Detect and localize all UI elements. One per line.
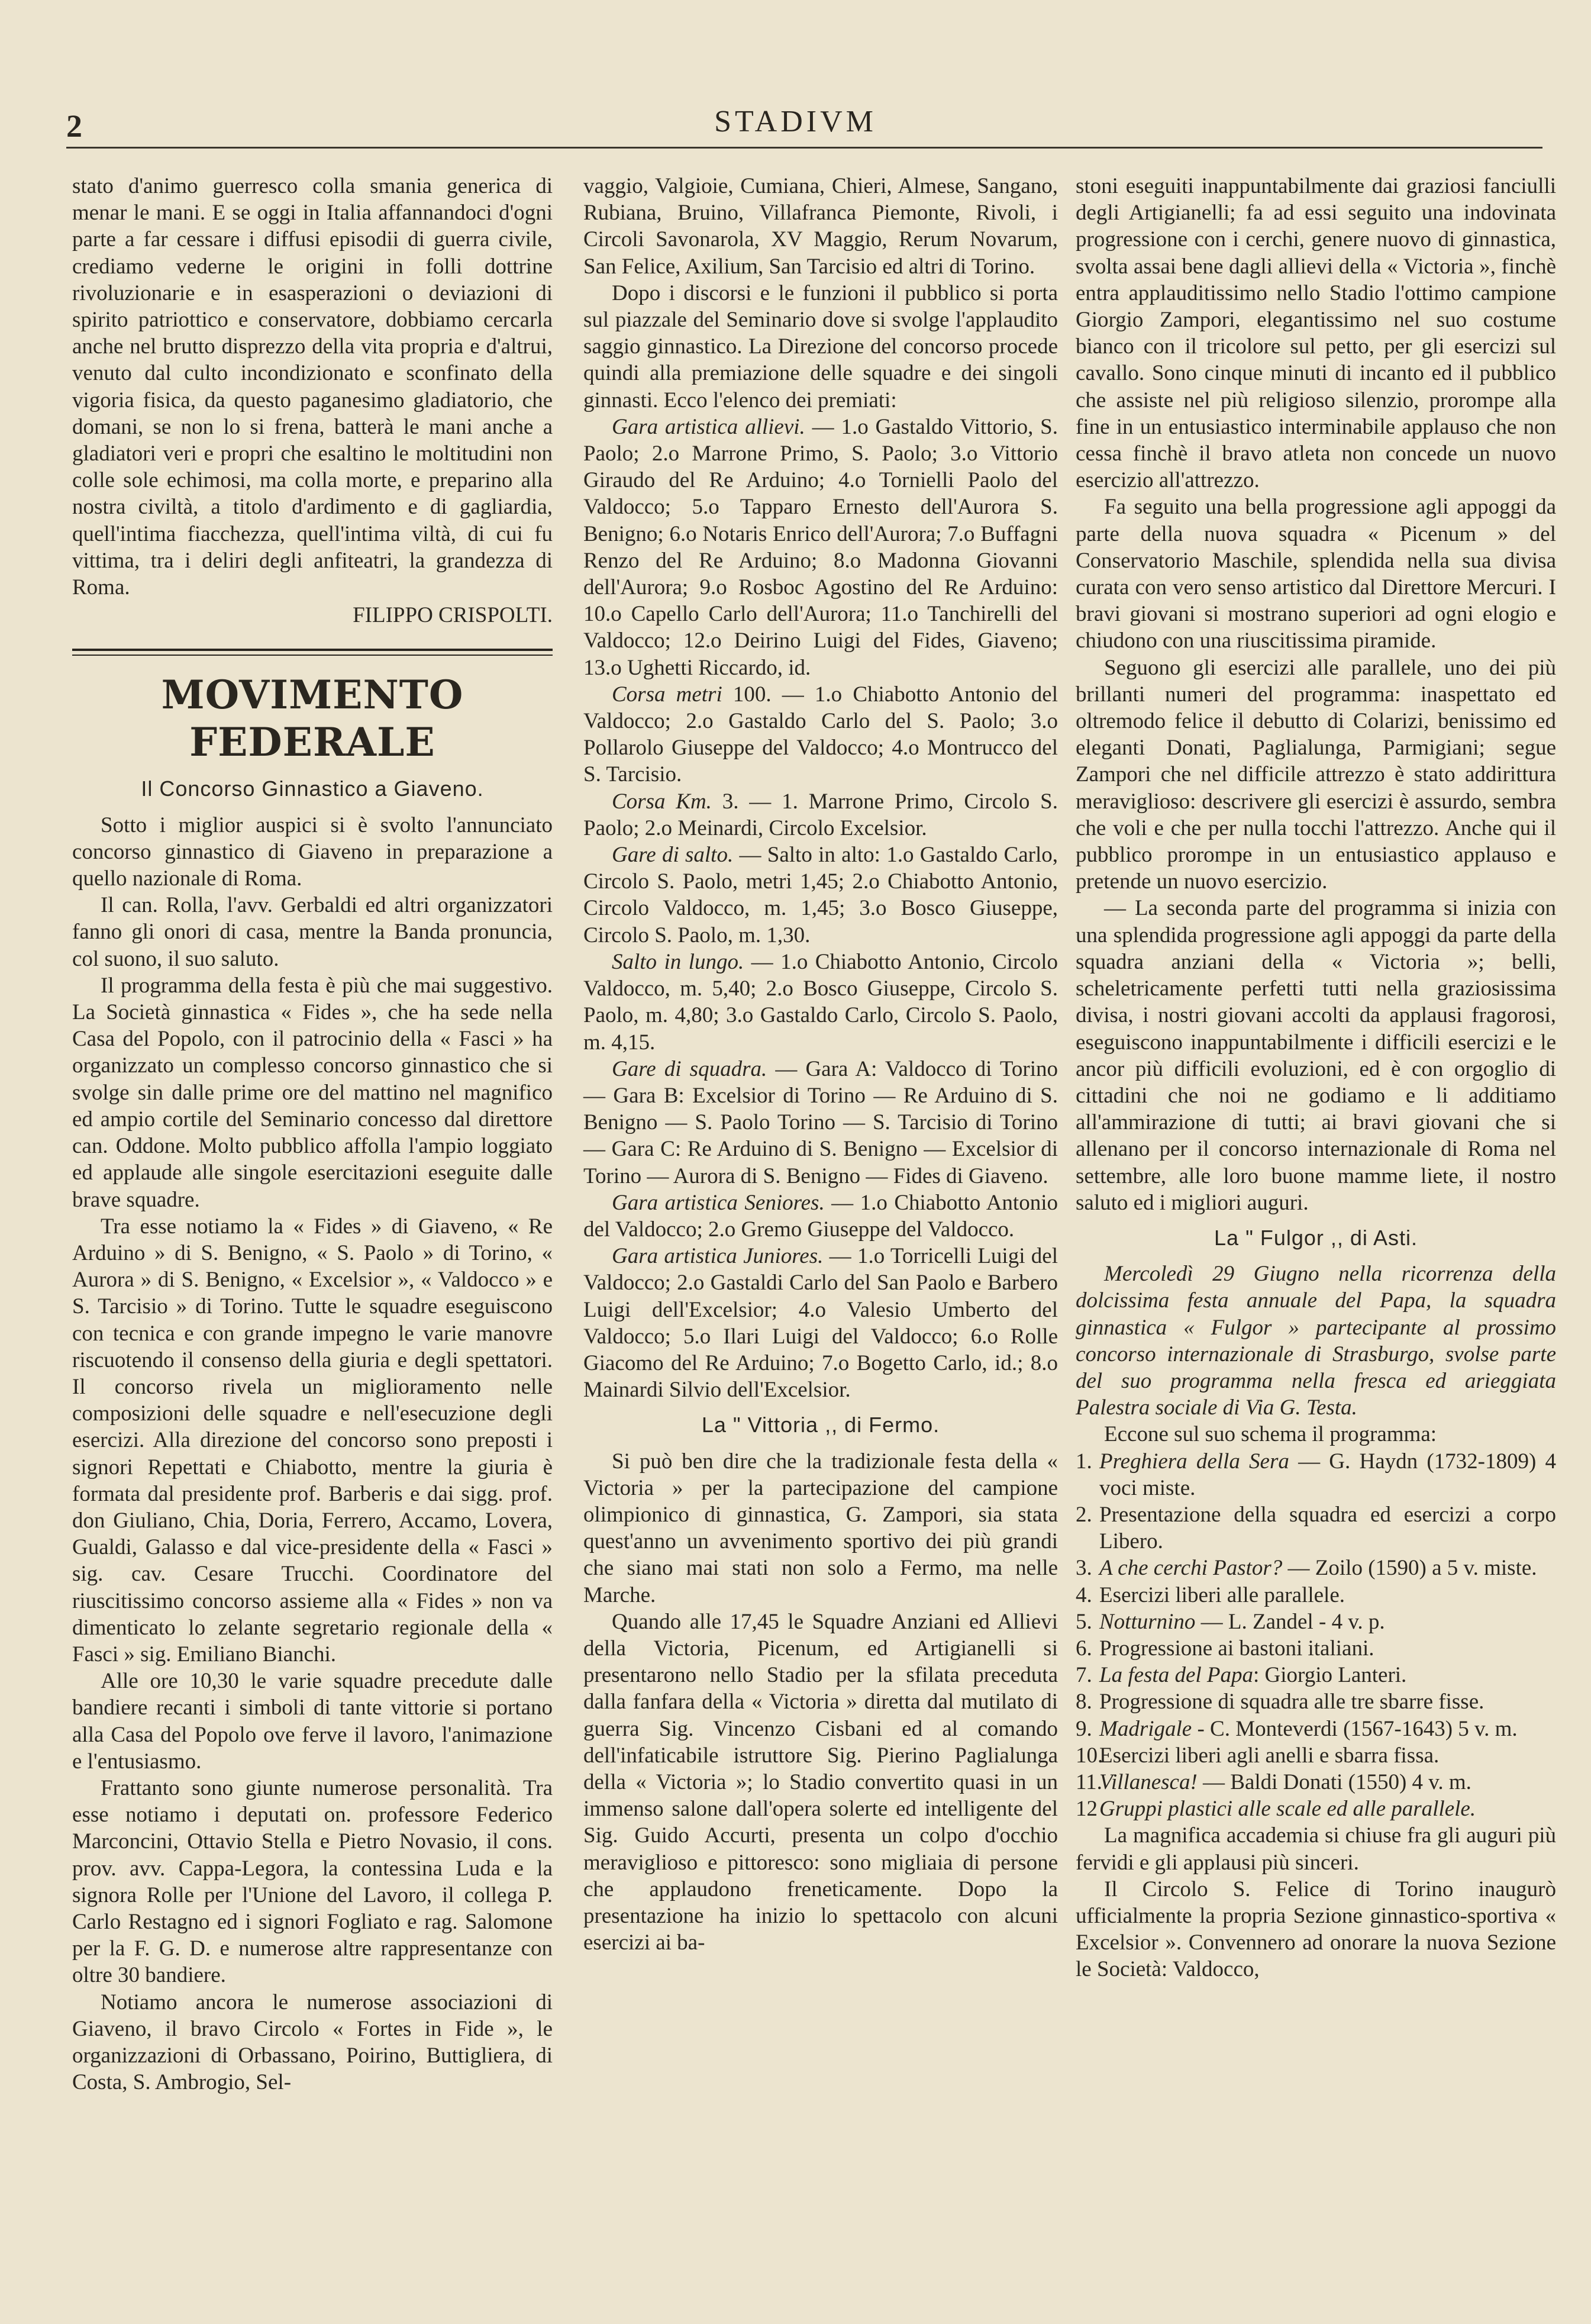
program-item-detail: Esercizi liberi alle parallele.	[1099, 1582, 1345, 1607]
result-text: — 1.o Gastaldo Vittorio, S. Paolo; 2.o Marrone Primo, S. Paolo; 3.o Vittorio Giraudo del Re Arduino; 4.o Tornielli Paolo del Valdocco; 5.o Tapparo Ernesto dell'Aurora S. Benigno; 6.o Notaris Enrico dell'Aurora; 7.o Buffagni Renzo del Re Arduino; 8.o Madonna Giovanni dell'Aurora; 9.o Rosboc Agostino del Re Arduino: 10.o Capello Carlo dell'Aurora; 11.o Tanchirelli del Valdocco; 12.o Deirino Luigi del Fides, Giaveno; 13.o Ughetti Riccardo, id.	[583, 414, 1058, 680]
program-item-title: Preghiera della Sera	[1099, 1449, 1289, 1474]
paragraph: Mercoledì 29 Giugno nella ricorrenza della dolcissima festa annuale del Papa, la squadra ginnastica « Fulgor » partecipante al prossimo concorso internazionale di Strasburgo, svolse parte del suo programma nella fresca ed arieggiata Palestra sociale di Via G. Testa.	[1076, 1262, 1556, 1420]
program-item-number: 6.	[1076, 1636, 1092, 1661]
result-title: Salto in lungo.	[612, 949, 744, 974]
result-title: Corsa Km.	[612, 789, 712, 814]
paragraph: stato d'animo guerresco colla smania generica di menar le mani. E se oggi in Italia affannandoci d'ogni parte a far cessare i diffusi episodii di guerra civile, crediamo vederne le origini in folli dottrine rivoluzionarie e in esasperazioni o deviazioni di spirito patriottico e conservatore, dobbiamo cercarla anche nel brutto disprezzo della vita propria e d'altrui, venuto dal culto incondizionato e sconfinato della vigoria fisica, da questo paganesimo gladiatorio, che domani, se non lo si frena, batterà le mani anche a gladiatori veri e propri che esaltino le moltitudini non colle sole echimosi, ma colla morte, e preparino alla nostra civiltà, a titolo d'ardimento e di gagliardia, quell'intima fiacchezza, quell'intima viltà, di cui fu vittima, tra i deliri degli anfiteatri, la grandezza di Roma.	[72, 174, 553, 600]
result-paragraph	[583, 414, 1058, 681]
result-title: Gara artistica allievi.	[612, 414, 805, 439]
program-item-number: 3.	[1076, 1556, 1092, 1581]
paragraph: Alle ore 10,30 le varie squadre precedute dalle bandiere recanti i simboli di tante vittorie si portano alla Casa del Popolo ove ferve il lavoro, l'animazione e l'entusiasmo.	[72, 1669, 553, 1774]
program-item-number: 2.	[1076, 1502, 1092, 1527]
result-title: Gare di salto.	[612, 843, 734, 868]
program-item-detail: — Baldi Donati (1550) 4 v. m.	[1197, 1769, 1471, 1794]
program-item-number: 12	[1076, 1797, 1098, 1822]
program-item-number: 11.	[1076, 1769, 1102, 1794]
program-item-number: 1.	[1076, 1449, 1092, 1474]
result-text: — 1.o Torricelli Luigi del Valdocco; 2.o Gastaldi Carlo del San Paolo e Barbero Luigi dell'Excelsior; 4.o Valesio Umberto del Valdocco; 5.o Ilari Luigi del Valdocco; 6.o Rolle Giacomo del Re Arduino; 7.o Bogetto Carlo, id.; 8.o Mainardi Silvio dell'Excelsior.	[583, 1244, 1058, 1403]
paragraph: Tra esse notiamo la « Fides » di Giaveno, « Re Arduino » di S. Benigno, « S. Paolo » di Torino, « Aurora » di S. Benigno, « Excelsior », « Valdocco » e S. Tarcisio » di Torino. Tutte le squadre eseguiscono con tecnica e con grande impegno le varie manovre riscuotendo il consenso della giuria e degli spettatori. Il concorso rivela un miglioramento nelle composizioni delle squadre e nell'esecuzione degli esercizi. Alla direzione del concorso sono preposti i signori Repettati e Chiabotto, mentre la giuria è formata dal presidente prof. Barberis e dai sigg. prof. don Giuliano, Chia, Doria, Ferrero, Accamo, Lovera, Gualdi, Galasso e dal vice-presidente della « Fasci » sig. cav. Cesare Trucchi. Coordinatore del riuscitissimo concorso assieme alla « Fides » non va dimenticato lo zelante segretario regionale della « Fasci » sig. Emiliano Bianchi.	[72, 1214, 553, 1667]
program-item-detail: — G. Haydn (1732-1809) 4 voci miste.	[1099, 1449, 1556, 1500]
result-title: Gara artistica Seniores.	[612, 1190, 825, 1215]
program-item	[1076, 1688, 1556, 1715]
section-title: MOVIMENTO FEDERALE	[161, 672, 464, 766]
program-item-title: La festa del Papa	[1099, 1663, 1254, 1688]
program-item-detail: Progressione di squadra alle tre sbarre fisse.	[1099, 1690, 1484, 1714]
program-list	[1076, 1448, 1556, 1823]
program-item	[1076, 1555, 1556, 1581]
program-item	[1076, 1635, 1556, 1662]
column-1	[72, 173, 553, 2096]
paragraph: Si può ben dire che la tradizionale festa della « Victoria » per la partecipazione del campione olimpionico di ginnastica, G. Zampori, sia stata quest'anno un avvenimento sportivo dei più grandi che siano mai stati non solo a Fermo, ma nelle Marche.	[583, 1449, 1058, 1607]
paragraph: Frattanto sono giunte numerose personalità. Tra esse notiamo i deputati on. professore Federico Marconcini, Ottavio Stella e Pietro Novasio, il cons. prov. avv. Cappa-Legora, la contessina Luda e la signora Rolle per l'Unione del Lavoro, il collega P. Carlo Restagno ed i signori Fogliato e rag. Salomone per la F. G. D. e numerose altre rappresentanze con oltre 30 bandiere.	[72, 1775, 553, 1988]
column-2	[583, 173, 1058, 1956]
result-text: — Gara A: Valdocco di Torino — Gara B: Excelsior di Torino — Re Arduino di S. Benigno — S. Paolo Torino — S. Tarcisio di Torino — Gara C: Re Arduino di S. Benigno — Excelsior di Torino — Aurora di S. Benigno — Fides di Giaveno.	[583, 1056, 1058, 1188]
paragraph: La magnifica accademia si chiuse fra gli auguri più fervidi e gli applausi più sinceri.	[1076, 1823, 1556, 1875]
paragraph: — La seconda parte del programma si inizia con una splendida progressione agli appoggi da parte della squadra anziani della « Victoria »; belli, scheletricamente perfetti tutti nella graziosissima divisa, i nostri giovani accolti da applausi fragorosi, eseguiscono inappuntabilmente i difficili esercizi e le ancor più difficili evoluzioni, ed è con orgoglio di cittadini che noi ne godiamo e li additiamo all'ammirazione di tutti; ai bravi giovani che si allenano per il concorso internazionale di Roma nel settembre, alle loro buone mamme liete, il nostro saluto ed i migliori auguri.	[1076, 896, 1556, 1215]
paragraph: Notiamo ancora le numerose associazioni di Giaveno, il bravo Circolo « Fortes in Fide », le organizzazioni di Orbassano, Poirino, Buttigliera, di Costa, S. Ambrogio, Sel-	[72, 1990, 553, 2095]
result-text: — Salto in alto: 1.o Gastaldo Carlo, Circolo S. Paolo, metri 1,45; 2.o Chiabotto Antonio, Circolo Valdocco, m. 1,45; 3.o Bosco Giuseppe, Circolo S. Paolo, m. 1,30.	[583, 843, 1058, 947]
page-number: 2	[66, 108, 82, 144]
program-item-title: A che cerchi Pastor?	[1099, 1556, 1283, 1581]
result-paragraph	[583, 788, 1058, 842]
paragraph: Il can. Rolla, l'avv. Gerbaldi ed altri organizzatori fanno gli onori di casa, mentre la Banda pronuncia, col suono, il suo saluto.	[72, 893, 553, 971]
result-text: 100. — 1.o Chiabotto Antonio del Valdocco; 2.o Gastaldo Carlo del S. Paolo; 3.o Pollarolo Giuseppe del Valdocco; 4.o Montrucco del S. Tarcisio.	[583, 682, 1058, 787]
paragraph: Il Circolo S. Felice di Torino inaugurò ufficialmente la propria Sezione ginnastico-sportiva « Excelsior ». Convennero ad onorare la nuova Sezione le Società: Valdocco,	[1076, 1877, 1556, 1982]
result-title: Corsa metri	[612, 682, 722, 707]
result-title: Gare di squadra.	[612, 1056, 767, 1081]
program-item	[1076, 1716, 1556, 1742]
result-text: 3. — 1. Marrone Primo, Circolo S. Paolo; 2.o Meinardi, Circolo Excelsior.	[583, 789, 1058, 840]
program-item	[1076, 1609, 1556, 1635]
program-item	[1076, 1769, 1556, 1796]
paragraph: Sotto i miglior auspici si è svolto l'annunciato concorso ginnastico di Giaveno in preparazione a quello nazionale di Roma.	[72, 813, 553, 891]
program-item-detail: Presentazione della squadra ed esercizi a corpo Libero.	[1099, 1502, 1556, 1554]
article-subhead: La " Vittoria ,, di Fermo.	[701, 1413, 940, 1437]
program-item-title: Notturnino	[1099, 1609, 1196, 1634]
result-text: — 1.o Chiabotto Antonio del Valdocco; 2.o Gremo Giuseppe del Valdocco.	[583, 1190, 1058, 1242]
article-subhead: Il Concorso Ginnastico a Giaveno.	[141, 776, 484, 801]
program-item	[1076, 1796, 1556, 1822]
result-text: — 1.o Chiabotto Antonio, Circolo Valdocco, m. 5,40; 2.o Bosco Giuseppe, Circolo S. Paolo, m. 4,80; 3.o Gastaldo Carlo, Circolo S. Paolo, m. 4,15.	[583, 949, 1058, 1055]
program-item-number: 10.	[1076, 1743, 1103, 1768]
paragraph: vaggio, Valgioie, Cumiana, Chieri, Almese, Sangano, Rubiana, Bruino, Villafranca Piemonte, Rivoli, i Circoli Savonarola, XV Maggio, Rerum Novarum, San Felice, Axilium, San Tarcisio ed altri di Torino.	[583, 174, 1058, 279]
program-item-number: 4.	[1076, 1582, 1092, 1607]
result-paragraph	[583, 949, 1058, 1056]
program-item-title: Gruppi plastici alle scale ed alle parallele.	[1099, 1797, 1476, 1822]
column-3	[1076, 173, 1556, 1983]
article-subhead: La " Fulgor ,, di Asti.	[1214, 1225, 1418, 1250]
result-paragraph	[583, 1243, 1058, 1403]
result-paragraph	[583, 1190, 1058, 1243]
result-paragraph	[583, 1056, 1058, 1190]
paragraph: Seguono gli esercizi alle parallele, uno dei più brillanti numeri del programma: inaspettato ed oltremodo felice il debutto di Colarizi, benissimo ed eleganti Donati, Paglialunga, Parmigiani; segue Zampori che nel difficile attrezzo è stato addirittura meraviglioso: descrivere gli esercizi è assurdo, sembra che voli e che per nulla tocchi l'attrezzo. Anche qui il pubblico prorompe in un entusiastico applauso e pretende un nuovo esercizio.	[1076, 655, 1556, 894]
program-item-title: Madrigale	[1099, 1716, 1192, 1741]
program-item	[1076, 1501, 1556, 1555]
program-item-number: 7.	[1076, 1663, 1092, 1688]
section-divider	[72, 649, 553, 656]
program-item-number: 8.	[1076, 1690, 1092, 1714]
program-item-detail: — L. Zandel - 4 v. p.	[1195, 1609, 1385, 1634]
program-item-detail: — Zoilo (1590) a 5 v. miste.	[1282, 1556, 1537, 1581]
author-signature: FILIPPO CRISPOLTI.	[353, 603, 553, 628]
program-item	[1076, 1448, 1556, 1501]
result-paragraph	[583, 681, 1058, 788]
result-title: Gara artistica Juniores.	[612, 1244, 824, 1269]
program-item-detail: - C. Monteverdi (1567-1643) 5 v. m.	[1192, 1716, 1518, 1741]
header-rule	[66, 147, 1542, 149]
paragraph: stoni eseguiti inappuntabilmente dai graziosi fanciulli degli Artigianelli; fa ad essi seguito una indovinata progressione con i cerchi, genere nuovo di ginnastica, svolta assai bene dagli allievi della « Victoria », finchè entra applauditissimo nello Stadio l'ottimo campione Giorgio Zampori, elegantissimo nel suo costume bianco con il tricolore sul petto, per gli esercizi sul cavallo. Sono cinque minuti di incanto ed il pubblico che assiste nel più religioso silenzio, prorompe alla fine in un entusiastico interminabile applauso che non cessa finchè il bravo atleta non concede un nuovo esercizio all'attrezzo.	[1076, 174, 1556, 493]
program-item-detail: Progressione ai bastoni italiani.	[1099, 1636, 1374, 1661]
paragraph: Dopo i discorsi e le funzioni il pubblico si porta sul piazzale del Seminario dove si svolge l'applaudito saggio ginnastico. La Direzione del concorso procede quindi alla premiazione delle squadre e dei singoli ginnasti. Ecco l'elenco dei premiati:	[583, 281, 1058, 412]
program-item-title: Villanesca!	[1099, 1769, 1198, 1794]
masthead: STADIVM	[714, 105, 877, 138]
program-item-number: 9.	[1076, 1716, 1092, 1741]
program-item-number: 5.	[1076, 1609, 1092, 1634]
program-item-detail: Esercizi liberi agli anelli e sbarra fissa.	[1099, 1743, 1440, 1768]
program-item	[1076, 1662, 1556, 1688]
program-item-detail: : Giorgio Lanteri.	[1253, 1663, 1407, 1688]
result-paragraph	[583, 842, 1058, 949]
paragraph: Quando alle 17,45 le Squadre Anziani ed Allievi della Victoria, Picenum, ed Artigianelli si presentarono nello Stadio per la sfilata preceduta dalla fanfara della « Victoria » diretta dal mutilato di guerra Sig. Vincenzo Cisbani ed al comando dell'infaticabile istruttore Sig. Pierino Paglialunga della « Victoria »; lo Stadio convertito quasi in un immenso salone dall'opera solerte ed intelligente del Sig. Guido Accurti, presenta un colpo d'occhio meraviglioso e pittoresco: sono migliaia di persone che applaudono freneticamente. Dopo la presentazione ha inizio lo spettacolo con alcuni esercizi ai ba-	[583, 1609, 1058, 1955]
paragraph: Fa seguito una bella progressione agli appoggi da parte della nuova squadra « Picenum » del Conservatorio Maschile, splendida nella sua divisa curata con vero senso artistico dal Direttore Mercuri. I bravi giovani si mostrano superiori ad ogni elogio e chiudono con una riuscitissima piramide.	[1076, 495, 1556, 653]
program-item	[1076, 1582, 1556, 1609]
paragraph: Eccone sul suo schema il programma:	[1104, 1422, 1437, 1447]
program-item	[1076, 1742, 1556, 1769]
paragraph: Il programma della festa è più che mai suggestivo. La Società ginnastica « Fides », che ha sede nella Casa del Popolo, con il patrocinio della « Fasci » ha organizzato un complesso concorso ginnastico che si svolge sin dalle prime ore del mattino nel magnifico ed ampio cortile del Seminario concesso dal direttore can. Oddone. Molto pubblico affolla l'ampio loggiato ed applaude alle singole esercitazioni eseguite dalle brave squadre.	[72, 973, 553, 1212]
